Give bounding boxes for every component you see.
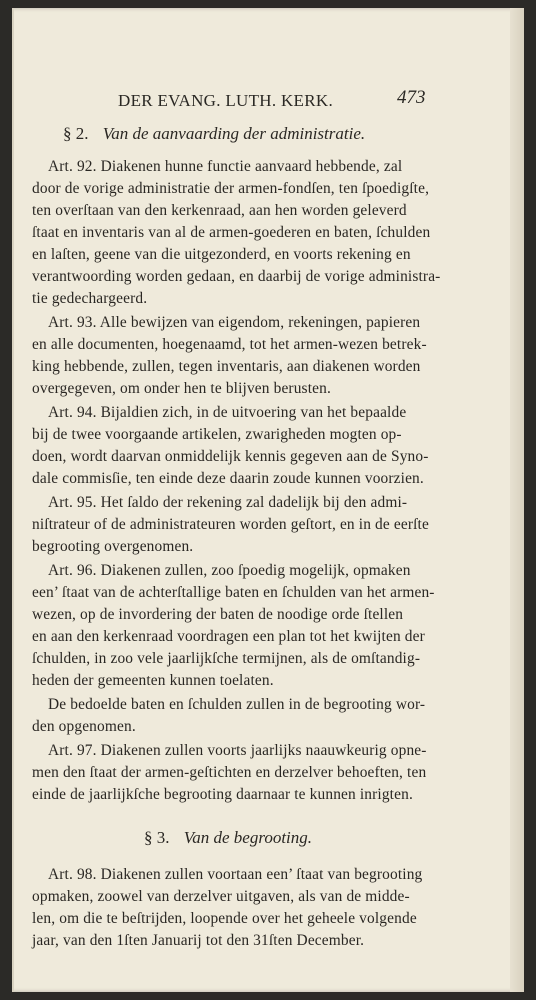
text-line: en laſten, geene van die uitgezonderd, en voorts rekening en: [32, 246, 411, 263]
page-edge: [510, 8, 524, 992]
text-line: De bedoelde baten en ſchulden zullen in de begrooting wor-: [48, 696, 426, 713]
text-line: overgegeven, om onder hen te blijven berusten.: [32, 380, 331, 397]
text-line: den opgenomen.: [32, 718, 136, 735]
section-number: § 2.: [63, 124, 89, 143]
section-heading-3: [144, 828, 312, 848]
text-line: Art. 97. Diakenen zullen voorts jaarlijks naauwkeurig opne-: [48, 742, 427, 759]
text-line: en alle documenten, hoegenaamd, tot het armen-wezen betrek-: [32, 336, 427, 353]
text-line: opmaken, zoowel van derzelver uitgaven, als van de midde-: [32, 888, 410, 905]
text-line: ſchulden, in zoo vele jaarlijkſche termijnen, als de omſtandig-: [32, 650, 421, 667]
text-line: ſtaat en inventaris van al de armen-goederen en baten, ſchulden: [32, 224, 431, 241]
page-number: 473: [397, 87, 426, 108]
text-line: begrooting overgenomen.: [32, 538, 194, 555]
text-line: men den ſtaat der armen-geſtichten en derzelver behoeften, ten: [32, 764, 427, 781]
text-line: Art. 98. Diakenen zullen voortaan een’ ſtaat van begrooting: [48, 866, 423, 883]
text-line: einde de jaarlijkſche begrooting daarnaar te kunnen inrigten.: [32, 786, 413, 803]
text-line: tie gedechargeerd.: [32, 290, 148, 307]
running-title: DER EVANG. LUTH. KERK.: [118, 91, 333, 110]
running-header: [12, 87, 524, 113]
text-line: heden der gemeenten kunnen toelaten.: [32, 672, 274, 689]
text-line: verantwoording worden gedaan, en daarbij de vorige administra-: [32, 268, 441, 285]
text-line: en aan den kerkenraad voordragen een plan tot het kwijten der: [32, 628, 425, 645]
text-line: Art. 96. Diakenen zullen, zoo ſpoedig mogelijk, opmaken: [48, 562, 411, 579]
text-line: doen, wordt daarvan onmiddelijk kennis gegeven aan de Syno-: [32, 448, 429, 465]
text-line: bij de twee voorgaande artikelen, zwarigheden mogten op-: [32, 426, 402, 443]
text-line: Art. 92. Diakenen hunne functie aanvaard hebbende, zal: [48, 158, 403, 175]
text-line: king hebbende, zullen, tegen inventaris, aan diakenen worden: [32, 358, 421, 375]
text-line: ten overſtaan van den kerkenraad, aan hen worden geleverd: [32, 202, 407, 219]
text-line: een’ ſtaat van de achterſtallige baten en ſchulden van het armen-: [32, 584, 435, 601]
text-line: jaar, van den 1ſten Januarij tot den 31ſten December.: [32, 932, 365, 949]
text-line: Art. 95. Het ſaldo der rekening zal dadelijk bij den admi-: [48, 494, 408, 511]
text-line: niſtrateur of de administrateuren worden geſtort, en in de eerſte: [32, 516, 429, 533]
text-line: wezen, op de invordering der baten de noodige orde ſtellen: [32, 606, 404, 623]
text-line: dale commisſie, ten einde deze daarin zoude kunnen voorzien.: [32, 470, 424, 487]
section-title: Van de aanvaarding der administratie.: [102, 124, 366, 143]
text-line: Art. 94. Bijaldien zich, in de uitvoering van het bepaalde: [48, 404, 407, 421]
text-line: door de vorige administratie der armen-fondſen, ten ſpoedigſte,: [32, 180, 430, 197]
section-title: Van de begrooting.: [183, 828, 313, 847]
text-line: len, om die te beſtrijden, loopende over het geheele volgende: [32, 910, 417, 927]
book-page: [12, 8, 524, 992]
section-number: § 3.: [144, 828, 170, 847]
section-heading-2: [63, 124, 365, 144]
text-line: Art. 93. Alle bewijzen van eigendom, rekeningen, papieren: [48, 314, 421, 331]
